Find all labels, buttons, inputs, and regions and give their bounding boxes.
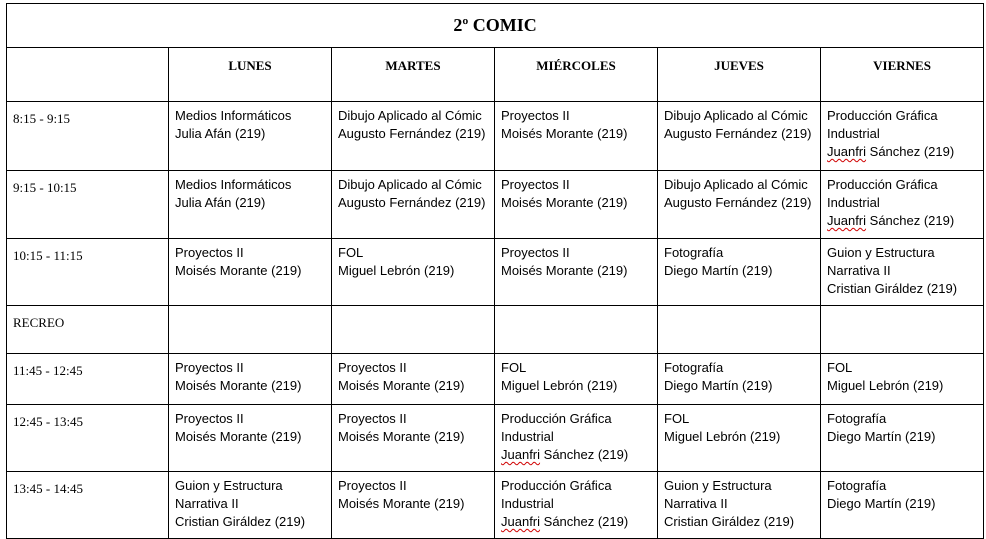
teacher-name: Moisés Morante — [175, 263, 268, 278]
room-number: (219) — [271, 429, 302, 444]
teacher-room — [827, 212, 983, 230]
subject-name: Proyectos II — [501, 177, 570, 192]
teacher-name: Moisés Morante — [175, 429, 268, 444]
schedule-table — [6, 3, 984, 539]
day-header-martes: MARTES — [332, 48, 495, 102]
subject-name: Proyectos II — [501, 245, 570, 260]
class-slot — [821, 306, 984, 354]
class-slot — [658, 472, 821, 539]
subject-name: Medios Informáticos — [175, 108, 292, 123]
teacher-name: Moisés Morante — [338, 378, 431, 393]
teacher-name: Miguel Lebrón — [664, 429, 747, 444]
room-number: (219) — [763, 514, 795, 529]
room-number: (219) — [742, 263, 773, 278]
subject-name: Fotografía — [827, 478, 887, 493]
room-number: (219) — [750, 429, 781, 444]
teacher-surname-room: Sánchez (219) — [540, 447, 629, 462]
room-number: (219) — [455, 195, 486, 210]
teacher-name: Augusto Fernández — [664, 126, 778, 141]
teacher-first-name: Juanfri — [501, 514, 541, 529]
class-slot — [495, 472, 658, 539]
subject-name: Guion y Estructura — [827, 245, 935, 260]
class-slot — [821, 171, 984, 239]
time-slot-label: 11:45 - 12:45 — [7, 354, 169, 405]
schedule-row — [7, 472, 984, 539]
teacher-name: Augusto Fernández — [338, 126, 452, 141]
room-number: (219) — [271, 378, 302, 393]
teacher-surname-room: Sánchez (219) — [866, 213, 955, 228]
subject-name: Proyectos II — [501, 108, 570, 123]
class-slot — [169, 472, 332, 539]
class-slot — [332, 306, 495, 354]
class-slot — [332, 354, 495, 405]
day-header-jueves: JUEVES — [658, 48, 821, 102]
class-slot — [658, 102, 821, 171]
room-number: (219) — [905, 429, 936, 444]
class-slot — [495, 239, 658, 306]
subject-name: Proyectos II — [175, 360, 244, 375]
subject-name: Dibujo Aplicado al Cómic — [664, 108, 808, 123]
room-number: (219) — [424, 263, 455, 278]
teacher-name: Cristian Giráldez — [175, 514, 272, 529]
class-slot — [658, 354, 821, 405]
subject-name: FOL — [501, 360, 527, 375]
room-number: (219) — [587, 378, 618, 393]
subject-name: Fotografía — [827, 411, 887, 426]
class-slot — [495, 306, 658, 354]
time-slot-label: 9:15 - 10:15 — [7, 171, 169, 239]
teacher-name: Diego Martín — [827, 429, 902, 444]
subject-name: Producción Gráfica — [827, 108, 938, 123]
teacher-surname-room: Sánchez (219) — [866, 144, 955, 159]
class-slot — [495, 102, 658, 171]
subject-name: Dibujo Aplicado al Cómic — [664, 177, 808, 192]
teacher-first-name: Juanfri — [827, 144, 867, 159]
room-number: (219) — [597, 263, 628, 278]
time-slot-label: 13:45 - 14:45 — [7, 472, 169, 539]
teacher-name: Miguel Lebrón — [501, 378, 584, 393]
room-number: (219) — [597, 195, 628, 210]
teacher-first-name: Juanfri — [827, 213, 867, 228]
time-slot-label: 10:15 - 11:15 — [7, 239, 169, 306]
room-number: (219) — [905, 496, 936, 511]
class-slot — [658, 239, 821, 306]
subject-name: Industrial — [501, 496, 554, 511]
room-number: (219) — [434, 378, 465, 393]
day-header-row — [7, 48, 984, 102]
subject-name: FOL — [827, 360, 853, 375]
subject-name: Producción Gráfica — [827, 177, 938, 192]
class-slot — [821, 102, 984, 171]
class-slot — [821, 354, 984, 405]
subject-name: Fotografía — [664, 245, 724, 260]
class-slot — [169, 306, 332, 354]
class-slot — [821, 239, 984, 306]
teacher-name: Diego Martín — [827, 496, 902, 511]
subject-name: FOL — [338, 245, 364, 260]
teacher-room — [827, 143, 983, 161]
class-slot — [821, 405, 984, 472]
subject-name: Narrativa II — [664, 496, 728, 511]
teacher-name: Diego Martín — [664, 378, 739, 393]
subject-name: Fotografía — [664, 360, 724, 375]
room-number: (219) — [434, 496, 465, 511]
teacher-name: Cristian Giráldez — [664, 514, 761, 529]
teacher-name: Miguel Lebrón — [338, 263, 421, 278]
subject-name: Proyectos II — [175, 411, 244, 426]
class-slot — [821, 472, 984, 539]
day-header-lunes: LUNES — [169, 48, 332, 102]
room-number: (219) — [235, 195, 266, 210]
class-slot — [332, 405, 495, 472]
room-number: (219) — [434, 429, 465, 444]
class-slot — [169, 239, 332, 306]
class-slot — [658, 171, 821, 239]
room-number: (219) — [781, 195, 812, 210]
class-slot — [658, 306, 821, 354]
class-slot — [495, 354, 658, 405]
teacher-surname-room: Sánchez (219) — [540, 514, 629, 529]
class-slot — [495, 171, 658, 239]
class-slot — [169, 405, 332, 472]
subject-name: Narrativa II — [827, 263, 891, 278]
schedule-row — [7, 239, 984, 306]
teacher-name: Moisés Morante — [501, 263, 594, 278]
room-number: (219) — [455, 126, 486, 141]
teacher-name: Moisés Morante — [175, 378, 268, 393]
room-number: (219) — [926, 281, 958, 296]
subject-name: Dibujo Aplicado al Cómic — [338, 177, 482, 192]
subject-name: Medios Informáticos — [175, 177, 292, 192]
teacher-room — [501, 446, 657, 464]
subject-name: Guion y Estructura — [175, 478, 283, 493]
schedule-row — [7, 171, 984, 239]
time-slot-label: 12:45 - 13:45 — [7, 405, 169, 472]
subject-name: Industrial — [827, 126, 880, 141]
teacher-name: Augusto Fernández — [338, 195, 452, 210]
teacher-name: Moisés Morante — [501, 126, 594, 141]
subject-name: Producción Gráfica — [501, 478, 612, 493]
subject-name: Dibujo Aplicado al Cómic — [338, 108, 482, 123]
subject-name: Industrial — [501, 429, 554, 444]
teacher-name: Diego Martín — [664, 263, 739, 278]
schedule-title: 2º COMIC — [7, 4, 984, 48]
teacher-first-name: Juanfri — [501, 447, 541, 462]
class-slot — [332, 239, 495, 306]
class-slot — [332, 171, 495, 239]
recreo-label: RECREO — [7, 306, 169, 354]
schedule-row — [7, 405, 984, 472]
class-slot — [169, 171, 332, 239]
class-slot — [169, 354, 332, 405]
day-header-miercoles: MIÉRCOLES — [495, 48, 658, 102]
subject-name: Proyectos II — [338, 360, 407, 375]
title-row — [7, 4, 984, 48]
class-slot — [332, 102, 495, 171]
subject-name: Proyectos II — [338, 478, 407, 493]
teacher-room — [501, 513, 657, 531]
corner-cell — [7, 48, 169, 102]
subject-name: FOL — [664, 411, 690, 426]
subject-name: Narrativa II — [175, 496, 239, 511]
teacher-name: Moisés Morante — [501, 195, 594, 210]
teacher-name: Julia Afán — [175, 126, 232, 141]
room-number: (219) — [781, 126, 812, 141]
teacher-name: Cristian Giráldez — [827, 281, 924, 296]
class-slot — [495, 405, 658, 472]
room-number: (219) — [913, 378, 944, 393]
schedule-row — [7, 354, 984, 405]
schedule-row — [7, 102, 984, 171]
day-header-viernes: VIERNES — [821, 48, 984, 102]
room-number: (219) — [597, 126, 628, 141]
room-number: (219) — [274, 514, 306, 529]
teacher-name: Moisés Morante — [338, 429, 431, 444]
teacher-name: Moisés Morante — [338, 496, 431, 511]
room-number: (219) — [235, 126, 266, 141]
teacher-name: Miguel Lebrón — [827, 378, 910, 393]
class-slot — [169, 102, 332, 171]
teacher-name: Augusto Fernández — [664, 195, 778, 210]
subject-name: Industrial — [827, 195, 880, 210]
teacher-name: Julia Afán — [175, 195, 232, 210]
class-slot — [658, 405, 821, 472]
subject-name: Producción Gráfica — [501, 411, 612, 426]
subject-name: Proyectos II — [175, 245, 244, 260]
room-number: (219) — [742, 378, 773, 393]
recreo-row — [7, 306, 984, 354]
class-slot — [332, 472, 495, 539]
room-number: (219) — [271, 263, 302, 278]
subject-name: Guion y Estructura — [664, 478, 772, 493]
time-slot-label: 8:15 - 9:15 — [7, 102, 169, 171]
subject-name: Proyectos II — [338, 411, 407, 426]
